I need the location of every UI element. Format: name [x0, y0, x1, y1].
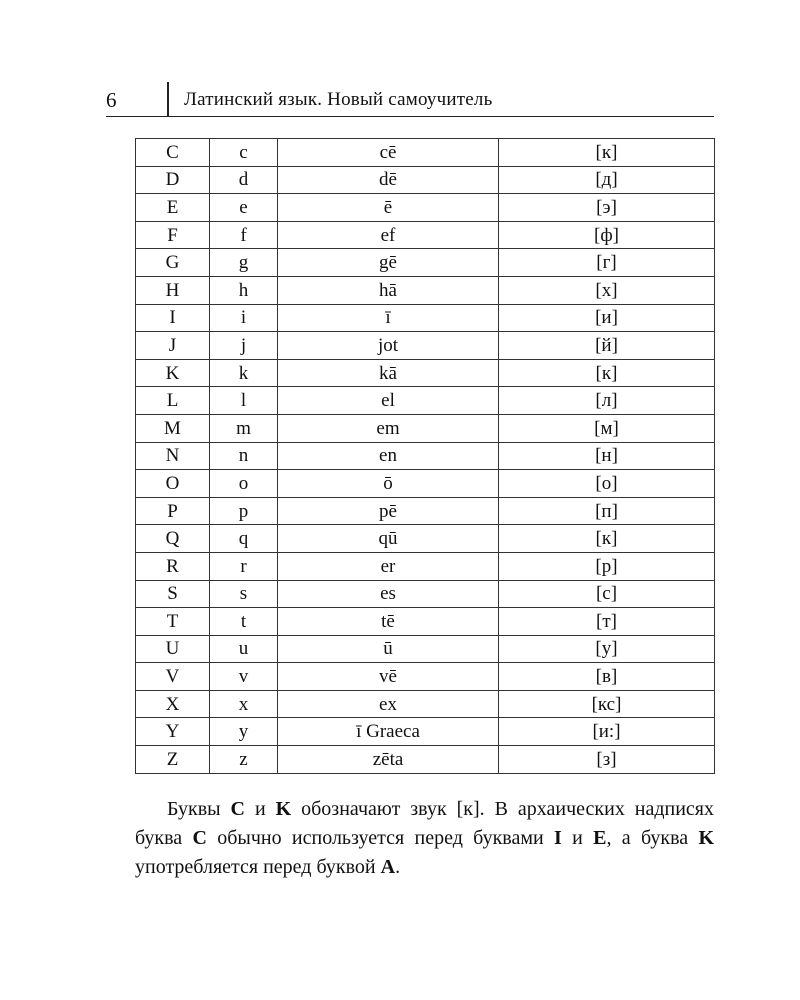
running-title: Латинский язык. Новый самоучитель [184, 89, 493, 110]
letter-name-cell: ī [278, 304, 499, 332]
table-row [136, 332, 715, 360]
table-row [136, 470, 715, 498]
pronunciation-cell: [г] [499, 249, 715, 277]
note-letter: A [380, 856, 396, 878]
letter-name-cell: ex [278, 690, 499, 718]
table-row [136, 194, 715, 222]
lowercase-letter-cell: h [210, 276, 278, 304]
letter-name-cell: ī Graeca [278, 718, 499, 746]
uppercase-letter-cell: Y [136, 718, 210, 746]
pronunciation-cell: [и] [499, 304, 715, 332]
letter-name-cell: jot [278, 332, 499, 360]
table-row [136, 663, 715, 691]
page-number: 6 [106, 88, 117, 112]
uppercase-letter-cell: Z [136, 746, 210, 774]
pronunciation-cell: [й] [499, 332, 715, 360]
note-letter: C [192, 827, 207, 849]
table-row [136, 580, 715, 608]
lowercase-letter-cell: p [210, 497, 278, 525]
pronunciation-cell: [х] [499, 276, 715, 304]
pronunciation-cell: [р] [499, 552, 715, 580]
letter-name-cell: pē [278, 497, 499, 525]
uppercase-letter-cell: M [136, 414, 210, 442]
lowercase-letter-cell: i [210, 304, 278, 332]
table-row [136, 359, 715, 387]
pronunciation-cell: [п] [499, 497, 715, 525]
pronunciation-cell: [у] [499, 635, 715, 663]
lowercase-letter-cell: o [210, 470, 278, 498]
table-row [136, 249, 715, 277]
uppercase-letter-cell: P [136, 497, 210, 525]
pronunciation-cell: [д] [499, 166, 715, 194]
lowercase-letter-cell: r [210, 552, 278, 580]
letter-name-cell: hā [278, 276, 499, 304]
letter-name-cell: em [278, 414, 499, 442]
table-row [136, 552, 715, 580]
pronunciation-cell: [с] [499, 580, 715, 608]
pronunciation-cell: [н] [499, 442, 715, 470]
lowercase-letter-cell: d [210, 166, 278, 194]
note-text: обычно используется перед буквами [206, 827, 555, 849]
lowercase-letter-cell: u [210, 635, 278, 663]
note-text: употребляется перед буквой [135, 856, 381, 878]
pronunciation-cell: [э] [499, 194, 715, 222]
letter-name-cell: gē [278, 249, 499, 277]
lowercase-letter-cell: t [210, 608, 278, 636]
page-header [106, 82, 714, 117]
table-row [136, 221, 715, 249]
note-text: обозначают звук [к]. В архаических надписях буква [135, 798, 715, 849]
pronunciation-cell: [о] [499, 470, 715, 498]
table-row [136, 387, 715, 415]
uppercase-letter-cell: E [136, 194, 210, 222]
note-letter: I [554, 827, 562, 849]
uppercase-letter-cell: G [136, 249, 210, 277]
lowercase-letter-cell: c [210, 139, 278, 167]
pronunciation-cell: [к] [499, 525, 715, 553]
table-row [136, 166, 715, 194]
uppercase-letter-cell: H [136, 276, 210, 304]
letter-name-cell: dē [278, 166, 499, 194]
letter-name-cell: kā [278, 359, 499, 387]
pronunciation-cell: [л] [499, 387, 715, 415]
uppercase-letter-cell: C [136, 139, 210, 167]
lowercase-letter-cell: x [210, 690, 278, 718]
uppercase-letter-cell: J [136, 332, 210, 360]
lowercase-letter-cell: f [210, 221, 278, 249]
lowercase-letter-cell: v [210, 663, 278, 691]
letter-name-cell: ū [278, 635, 499, 663]
alphabet-table [135, 138, 715, 774]
letter-name-cell: er [278, 552, 499, 580]
letter-name-cell: qū [278, 525, 499, 553]
letter-name-cell: cē [278, 139, 499, 167]
uppercase-letter-cell: N [136, 442, 210, 470]
table-row [136, 276, 715, 304]
note-text: и [245, 798, 276, 820]
table-row [136, 608, 715, 636]
pronunciation-cell: [в] [499, 663, 715, 691]
lowercase-letter-cell: z [210, 746, 278, 774]
uppercase-letter-cell: R [136, 552, 210, 580]
pronunciation-cell: [к] [499, 359, 715, 387]
uppercase-letter-cell: S [136, 580, 210, 608]
lowercase-letter-cell: n [210, 442, 278, 470]
note-text: Буквы [167, 798, 231, 820]
letter-name-cell: en [278, 442, 499, 470]
pronunciation-cell: [м] [499, 414, 715, 442]
table-row [136, 414, 715, 442]
note-letter: K [698, 827, 715, 849]
uppercase-letter-cell: X [136, 690, 210, 718]
uppercase-letter-cell: I [136, 304, 210, 332]
uppercase-letter-cell: T [136, 608, 210, 636]
letter-name-cell: ō [278, 470, 499, 498]
uppercase-letter-cell: Q [136, 525, 210, 553]
uppercase-letter-cell: F [136, 221, 210, 249]
uppercase-letter-cell: O [136, 470, 210, 498]
table-row [136, 525, 715, 553]
uppercase-letter-cell: L [136, 387, 210, 415]
uppercase-letter-cell: K [136, 359, 210, 387]
pronunciation-cell: [и:] [499, 718, 715, 746]
lowercase-letter-cell: l [210, 387, 278, 415]
lowercase-letter-cell: y [210, 718, 278, 746]
uppercase-letter-cell: D [136, 166, 210, 194]
table-row [136, 690, 715, 718]
lowercase-letter-cell: s [210, 580, 278, 608]
table-row [136, 635, 715, 663]
note-letter: C [230, 798, 245, 820]
alphabet-table-body [136, 139, 715, 774]
pronunciation-cell: [ф] [499, 221, 715, 249]
note-letter: E [593, 827, 607, 849]
letter-name-cell: tē [278, 608, 499, 636]
uppercase-letter-cell: U [136, 635, 210, 663]
letter-name-cell: es [278, 580, 499, 608]
uppercase-letter-cell: V [136, 663, 210, 691]
lowercase-letter-cell: j [210, 332, 278, 360]
table-row [136, 718, 715, 746]
lowercase-letter-cell: g [210, 249, 278, 277]
pronunciation-cell: [з] [499, 746, 715, 774]
header-divider [167, 82, 169, 116]
lowercase-letter-cell: k [210, 359, 278, 387]
pronunciation-cell: [т] [499, 608, 715, 636]
letter-name-cell: zēta [278, 746, 499, 774]
explanatory-note [135, 795, 714, 882]
table-row [136, 304, 715, 332]
note-text: , а буква [606, 827, 699, 849]
letter-name-cell: vē [278, 663, 499, 691]
note-text: и [561, 827, 594, 849]
table-row [136, 497, 715, 525]
table-row [136, 442, 715, 470]
letter-name-cell: el [278, 387, 499, 415]
pronunciation-cell: [к] [499, 139, 715, 167]
table-row [136, 746, 715, 774]
note-text: . [395, 856, 401, 878]
lowercase-letter-cell: m [210, 414, 278, 442]
note-letter: K [275, 798, 292, 820]
letter-name-cell: ef [278, 221, 499, 249]
lowercase-letter-cell: e [210, 194, 278, 222]
pronunciation-cell: [кс] [499, 690, 715, 718]
lowercase-letter-cell: q [210, 525, 278, 553]
table-row [136, 139, 715, 167]
note-paragraph [135, 795, 714, 882]
letter-name-cell: ē [278, 194, 499, 222]
